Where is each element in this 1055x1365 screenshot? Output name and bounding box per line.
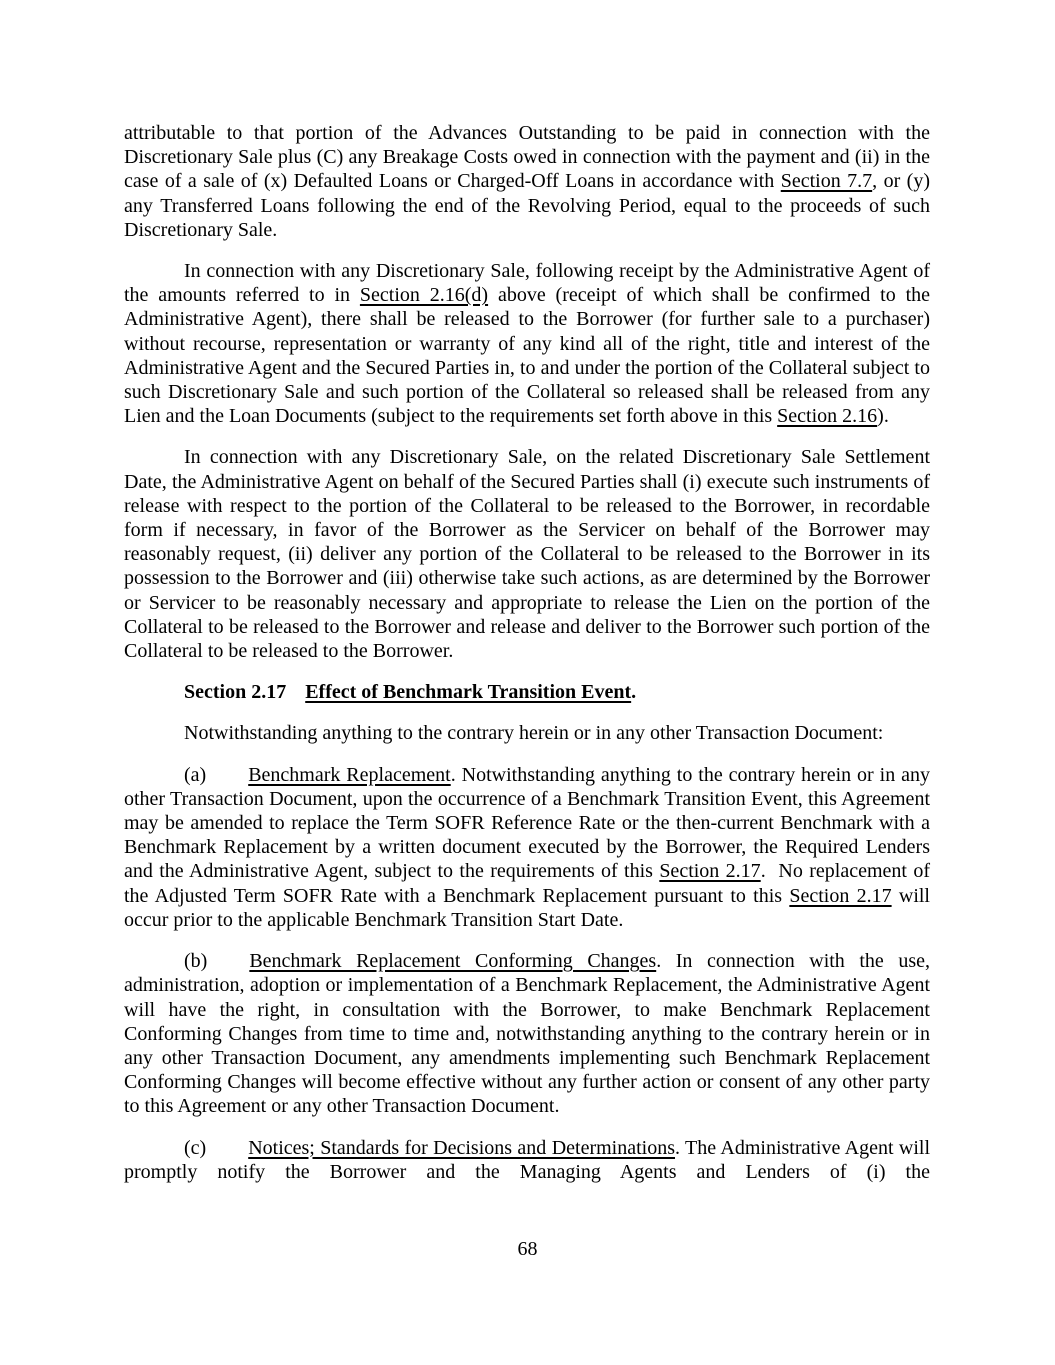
clause-a [124, 763, 930, 932]
text-run: . In connection with the use, administration, adoption or implementation of a Benchmark Replacement, the Administrative Agent will have the right, in consultation with the Borrower, to make Benchmark Replacement Conforming Changes from time to time and, notwithstanding anything to the contrary herein or in any other Transaction Document, any amendments implementing such Benchmark Replacement Conforming Changes will become effective without any further action or consent of any other party to this Agreement or any other Transaction Document. [124, 950, 930, 1118]
text-run: . The Administrative Agent will promptly notify the Borrower and the Managing Agents and Lenders of (i) the [124, 1136, 931, 1183]
text-run: . No replacement of the Adjusted Term SOFR Rate with a Benchmark Replacement pursuant to this [124, 860, 931, 907]
paragraph-continuation [124, 121, 930, 242]
paragraph-text [124, 260, 930, 427]
clause-letter: (b) [184, 950, 208, 973]
clause-letter: (a) [184, 763, 207, 786]
section-number: Section 2.17 [184, 681, 287, 704]
page-number: 68 [517, 1238, 538, 1260]
text-run: In connection with any Discretionary Sale, on the related Discretionary Sale Settlement Date, the Administrative Agent on behalf of the Secured Parties shall (i) execute such instruments of release with respect to the portion of the Collateral to be released to the Borrower, in recordable form if necessary, in favor of the Borrower as the Servicer on behalf of the Borrower may reasonably request, (ii) deliver any portion of the Collateral to be released to the Borrower in its possession to the Borrower and (iii) otherwise take such actions, as are determined by the Borrower or Servicer to be reasonably necessary and appropriate to release the Lien on the portion of the Collateral to be released to the Borrower and release and deliver to the Borrower such portion of the Collateral to be released to the Borrower. [124, 446, 930, 663]
section-reference: Section 2.16(d) [359, 284, 489, 307]
paragraph-text [184, 722, 883, 744]
text-run: In connection with any Discretionary Sale, following receipt by the Administrative Agent of the amounts referred to in [124, 260, 930, 307]
defined-term: Notices; Standards for Decisions and Determinations [248, 1136, 675, 1159]
section-title-text: Effect of Benchmark Transition Event [305, 681, 632, 704]
text-run: . Notwithstanding anything to the contrary herein or in any other Transaction Document, upon the occurrence of a Benchmark Transition Event, this Agreement may be amended to replace the Term SOFR Reference Rate or the then-current Benchmark with a Benchmark Replacement by a written document executed by the Borrower, the Required Lenders and the Administrative Agent, subject to the requirements of this [124, 763, 930, 883]
section-reference: Section 7.7 [780, 170, 873, 193]
text-run: attributable to that portion of the Advances Outstanding to be paid in connection with the Discretionary Sale plus (C) any Breakage Costs owed in connection with the payment and (ii) in the case of a sale of (x) Defaulted Loans or Charged-Off Loans in accordance with [124, 122, 930, 193]
section-reference: Section 2.16 [777, 405, 878, 428]
clause-letter: (c) [184, 1136, 207, 1159]
text-run: will occur prior to the applicable Benchmark Transition Start Date. [124, 884, 930, 931]
paragraph-notwithstanding [124, 721, 930, 745]
text-run: above (receipt of which shall be confirmed to the Administrative Agent), there shall be released to the Borrower (for further sale to a purchaser) without recourse, representation or warranty of any kind all of the right, title and interest of the Administrative Agent and the Secured Parties in, to and under the portion of the Collateral subject to such Discretionary Sale and such portion of the Collateral so released shall be released from any Lien and the Loan Documents (subject to the requirements set forth above in this [124, 284, 931, 428]
paragraph-discretionary-sale-settlement [124, 445, 930, 663]
paragraph-discretionary-sale-release [124, 259, 930, 428]
text-run: . [631, 681, 637, 704]
text-run: , or (y) any Transferred Loans following the end of the Revolving Period, equal to the proceeds of such Discretionary Sale. [124, 170, 931, 241]
paragraph-text [124, 122, 930, 241]
clause-text [124, 764, 930, 931]
text-run: Notwithstanding anything to the contrary herein or in any other Transaction Document: [184, 722, 884, 745]
section-reference: Section 2.17 [789, 884, 892, 907]
text-run: ). [877, 405, 889, 428]
defined-term: Benchmark Replacement Conforming Changes [249, 950, 657, 973]
paragraph-text [124, 446, 930, 662]
clause-b [124, 949, 930, 1118]
defined-term: Benchmark Replacement [248, 763, 451, 786]
section-heading [124, 680, 930, 704]
clause-text [124, 950, 930, 1117]
clause-c [124, 1136, 930, 1184]
clause-text [124, 1137, 930, 1183]
section-reference: Section 2.17 [659, 860, 761, 883]
section-title [305, 681, 636, 703]
